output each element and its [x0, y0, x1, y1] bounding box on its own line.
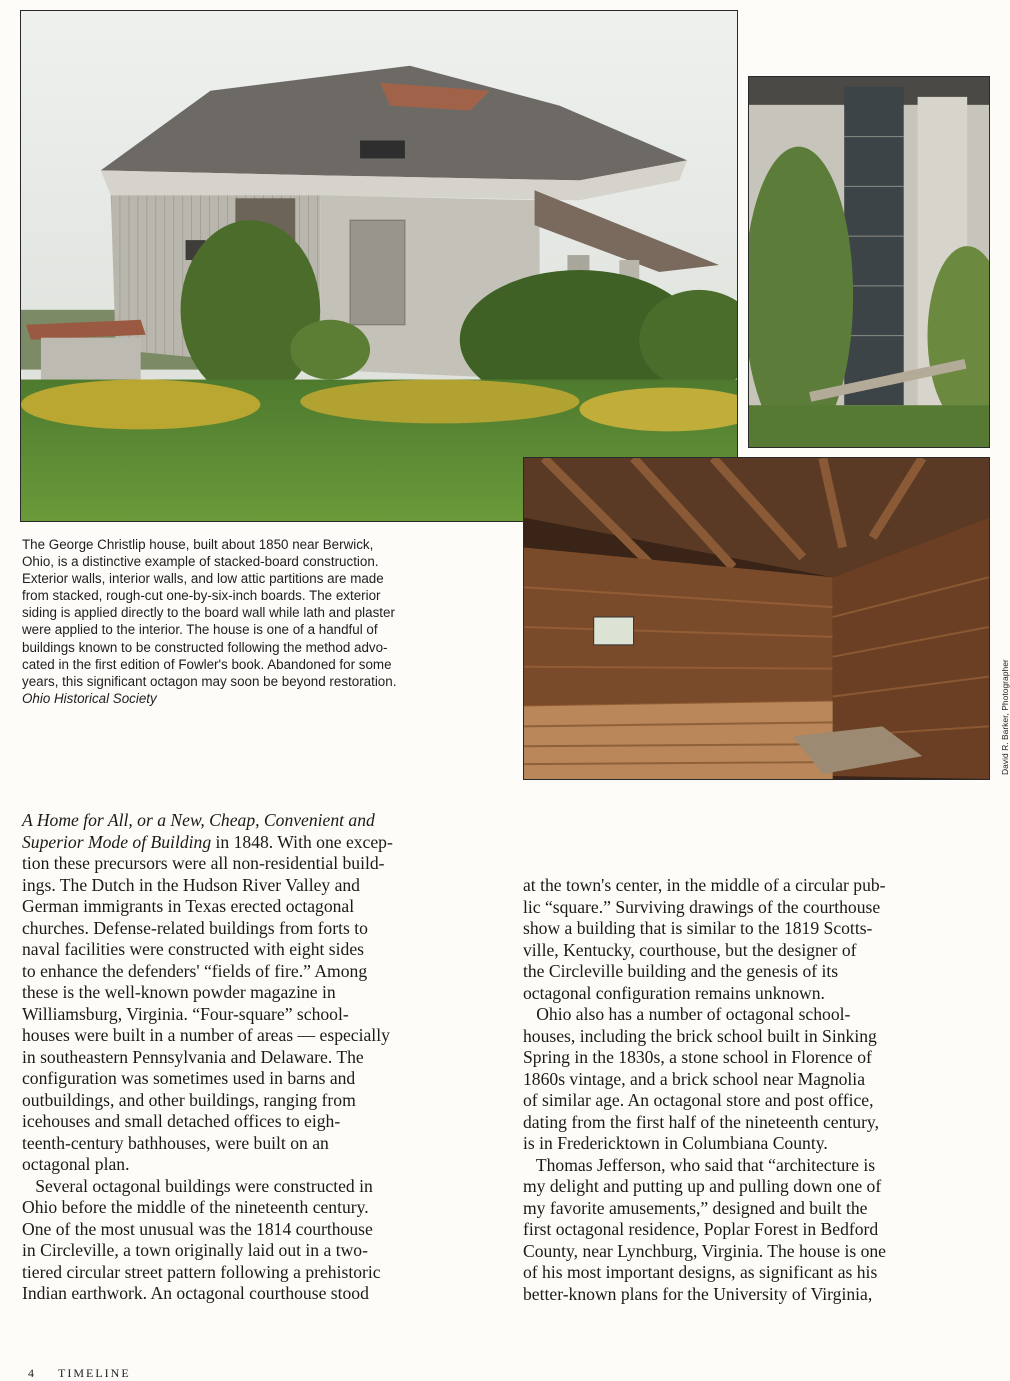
body-line: Spring in the 1830s, a stone school in Florence of [523, 1047, 872, 1067]
body-line: octagonal configuration remains unknown. [523, 982, 825, 1003]
body-line: ings. The Dutch in the Hudson River Valley and [22, 874, 360, 895]
body-line: 1860s vintage, and a brick school near Magnolia [523, 1068, 866, 1089]
body-line: in southeastern Pennsylvania and Delaware. The [22, 1046, 364, 1067]
caption-line: buildings known to be constructed following the method advo- [22, 639, 388, 655]
octagon-house-photo [20, 10, 738, 522]
caption-line: were applied to the interior. The house is one of a handful of [22, 622, 378, 638]
page-number: 4 [28, 1366, 36, 1380]
body-line: tiered circular street pattern following a prehistoric [22, 1261, 381, 1282]
body-line: German immigrants in Texas erected octagonal [22, 896, 355, 916]
caption-line: Ohio, is a distinctive example of stacked-board construction. [22, 554, 379, 570]
right-text-column [523, 875, 993, 1305]
attic-interior-photo [523, 457, 990, 780]
body-line: Ohio also has a number of octagonal school- [523, 1004, 851, 1024]
body-line: better-known plans for the University of Virginia, [523, 1283, 873, 1304]
body-line: icehouses and small detached offices to eigh- [22, 1111, 341, 1131]
body-line: houses, including the brick school built in Sinking [523, 1025, 877, 1046]
body-line: tion these precursors were all non-residential build- [22, 853, 385, 873]
body-line: dating from the first half of the nineteenth century, [523, 1111, 879, 1132]
body-line: outbuildings, and other buildings, ranging from [22, 1089, 356, 1110]
caption-line: years, this significant octagon may soon be beyond restoration. [22, 673, 397, 689]
body-line: churches. Defense-related buildings from forts to [22, 917, 368, 938]
body-line: teenth-century bathhouses, were built on an [22, 1132, 329, 1153]
caption-line: The George Christlip house, built about 1850 near Berwick, [22, 537, 374, 552]
body-line: octagonal plan. [22, 1154, 130, 1174]
magazine-name: TIMELINE [58, 1366, 131, 1380]
body-line: Indian earthwork. An octagonal courthouse stood [22, 1283, 369, 1303]
body-line: these is the well-known powder magazine in [22, 982, 336, 1002]
caption-credit: Ohio Historical Society [22, 690, 157, 706]
left-text-column [22, 810, 497, 1305]
book-title-end: Superior Mode of Building [22, 831, 212, 852]
body-line: houses were built in a number of areas — especially [22, 1025, 390, 1045]
caption-line: cated in the first edition of Fowler's book. Abandoned for some [22, 656, 392, 672]
body-line: to enhance the defenders' “fields of fire.” Among [22, 960, 368, 981]
body-line: ville, Kentucky, courthouse, but the designer of [523, 939, 857, 960]
body-line: the Circleville building and the genesis of its [523, 961, 839, 981]
body-line: Ohio before the middle of the nineteenth century. [22, 1197, 369, 1217]
body-line: first octagonal residence, Poplar Forest in Bedford [523, 1219, 879, 1239]
caption-line: Exterior walls, interior walls, and low attic partitions are made [22, 571, 384, 587]
body-line: is in Fredericktown in Columbiana County. [523, 1133, 828, 1153]
body-line: lic “square.” Surviving drawings of the courthouse [523, 896, 881, 917]
body-line: One of the most unusual was the 1814 courthouse [22, 1218, 373, 1239]
body-line: naval facilities were constructed with eight sides [22, 939, 364, 959]
body-line: at the town's center, in the middle of a circular pub- [523, 875, 886, 895]
photo-caption [22, 536, 512, 707]
body-line: my delight and putting up and pulling down one of [523, 1176, 882, 1196]
body-line: configuration was sometimes used in barns and [22, 1068, 356, 1088]
body-line: of his most important designs, as significant as his [523, 1262, 878, 1282]
body-line: Williamsburg, Virginia. “Four-square” school- [22, 1003, 349, 1024]
page-footer [28, 1366, 131, 1381]
body-line: of similar age. An octagonal store and post office, [523, 1090, 874, 1110]
body-text: in 1848. With one excep- [211, 831, 393, 852]
body-line: in Circleville, a town originally laid out in a two- [22, 1240, 368, 1260]
body-line: Several octagonal buildings were constructed in [22, 1175, 373, 1196]
body-line: show a building that is similar to the 1819 Scotts- [523, 918, 873, 938]
photographer-credit: David R. Barker, Photographer [1000, 659, 1010, 775]
caption-line: from stacked, rough-cut one-by-six-inch boards. The exterior [22, 588, 381, 604]
body-line: County, near Lynchburg, Virginia. The house is one [523, 1240, 886, 1261]
stacked-board-wall-photo [748, 76, 990, 448]
book-title: A Home for All, or a New, Cheap, Convenient and [22, 810, 375, 830]
body-line: my favorite amusements,” designed and built the [523, 1197, 868, 1218]
body-line: Thomas Jefferson, who said that “architecture is [523, 1154, 876, 1175]
body-line [22, 832, 497, 854]
caption-line: siding is applied directly to the board wall while lath and plaster [22, 605, 395, 621]
